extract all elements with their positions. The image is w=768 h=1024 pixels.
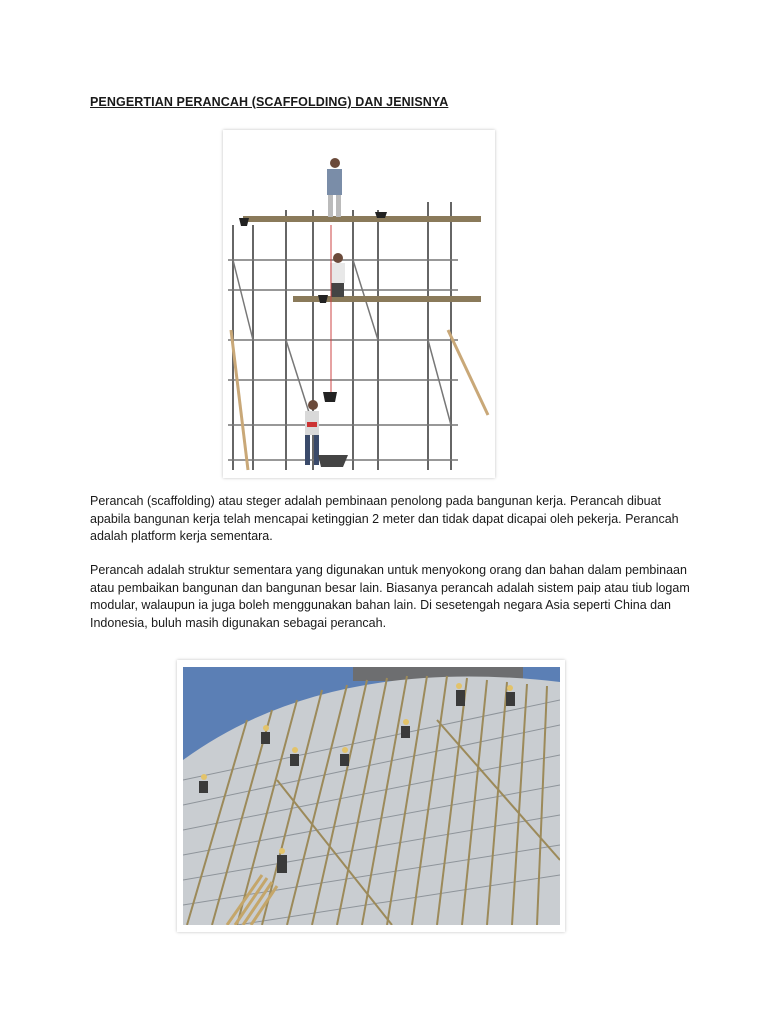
page-title: PENGERTIAN PERANCAH (SCAFFOLDING) DAN JENISNYA: [90, 95, 449, 109]
bamboo-scaffolding-dome-photo: [177, 660, 565, 932]
paragraph-1: Perancah (scaffolding) atau steger adalah pembinaan penolong pada bangunan kerja. Perancah dibuat apabila bangunan kerja telah mencapai ketinggian 2 meter dan tidak dapat dicapai oleh pekerja. Perancah adalah platform kerja sementara.: [90, 494, 679, 543]
paragraph-2: Perancah adalah struktur sementara yang digunakan untuk menyokong orang dan bahan dalam pembinaan atau pembaikan bangunan dan bangunan besar lain. Biasanya perancah adalah sistem paip atau tiub logam modular, walaupun ia juga boleh menggunakan bahan lain. Di sesetengah negara Asia seperti China dan Indonesia, buluh masih digunakan sebagai perancah.: [90, 563, 690, 630]
steel-scaffolding-photo: [223, 130, 495, 478]
